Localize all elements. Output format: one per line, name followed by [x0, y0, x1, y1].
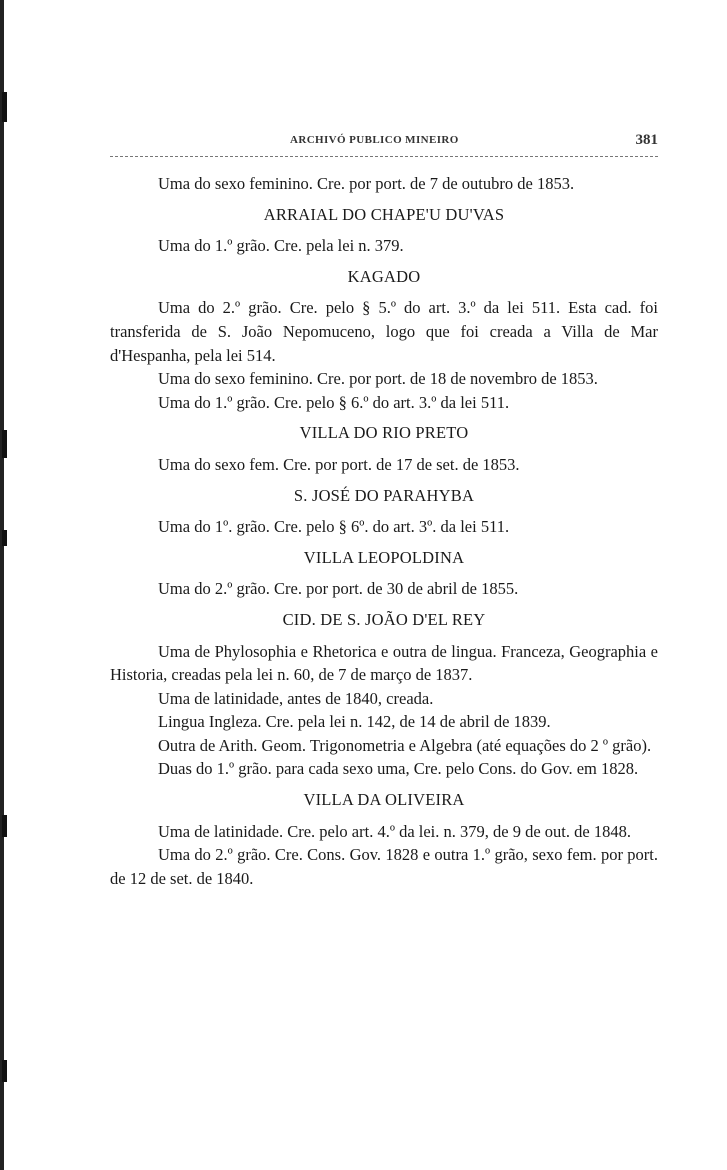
running-header — [110, 132, 658, 158]
section-paragraph: Uma do sexo feminino. Cre. por port. de 18 de novembro de 1853. — [158, 369, 598, 389]
document-section — [110, 546, 658, 601]
section-heading: S. JOSÉ DO PARAHYBA — [293, 485, 475, 505]
section-paragraph: Uma de Phylosophia e Rhetorica e outra de lingua. Franceza, Geographia e Historia, creadas pela lei n. 60, de 7 de março de 1837. — [110, 641, 658, 685]
section-paragraph: Uma do 1º. grão. Cre. pelo § 6º. do art. 3º. da lei 511. — [158, 517, 510, 537]
section-paragraph: Uma do 1.º grão. Cre. pela lei n. 379. — [158, 236, 404, 256]
header-rule — [110, 156, 658, 157]
document-section — [110, 421, 658, 476]
document-section — [110, 203, 658, 258]
section-paragraph: Uma do 1.º grão. Cre. pelo § 6.º do art. 3.º da lei 511. — [158, 392, 510, 412]
scan-edge-mark — [2, 530, 7, 546]
page-number: 381 — [635, 132, 658, 148]
section-paragraph: Uma de latinidade. Cre. pelo art. 4.º da lei. n. 379, de 9 de out. de 1848. — [158, 821, 631, 841]
scan-edge-mark — [2, 92, 7, 122]
scan-edge-mark — [2, 430, 7, 458]
section-heading: ARRAIAL DO CHAPE'U DU'VAS — [263, 204, 505, 224]
document-section — [110, 608, 658, 781]
document-section — [110, 172, 658, 196]
section-heading: VILLA DA OLIVEIRA — [303, 790, 465, 810]
section-paragraph: Duas do 1.º grão. para cada sexo uma, Cre. pelo Cons. do Gov. em 1828. — [158, 759, 639, 779]
section-heading: VILLA LEOPOLDINA — [303, 547, 465, 567]
document-section — [110, 484, 658, 539]
scan-edge-mark — [2, 815, 7, 837]
section-heading: CID. DE S. JOÃO D'EL REY — [282, 609, 486, 629]
section-paragraph: Uma do sexo feminino. Cre. por port. de 7 de outubro de 1853. — [158, 174, 575, 193]
document-body — [110, 172, 658, 890]
section-heading: KAGADO — [347, 266, 421, 286]
document-section — [110, 788, 658, 890]
scan-edge — [0, 0, 4, 1170]
section-paragraph: Uma do sexo fem. Cre. por port. de 17 de set. de 1853. — [158, 454, 520, 474]
section-paragraph: Outra de Arith. Geom. Trigonometria e Algebra (até equações do 2 º grão). — [158, 735, 652, 755]
section-paragraph: Lingua Ingleza. Cre. pela lei n. 142, de 14 de abril de 1839. — [158, 712, 551, 732]
section-paragraph: Uma de latinidade, antes de 1840, creada. — [158, 688, 434, 708]
section-paragraph: Uma do 2.º grão. Cre. pelo § 5.º do art. 3.º da lei 511. Esta cad. foi transferida de S. João Nepomuceno, logo que foi creada a Villa de Mar d'Hespanha, pela lei 514. — [110, 298, 658, 365]
running-title: ARCHIVÓ PUBLICO MINEIRO — [290, 134, 459, 146]
section-paragraph: Uma do 2.º grão. Cre. por port. de 30 de abril de 1855. — [158, 579, 519, 599]
scan-edge-mark — [2, 1060, 7, 1082]
document-section — [110, 265, 658, 415]
section-paragraph: Uma do 2.º grão. Cre. Cons. Gov. 1828 e outra 1.º grão, sexo fem. por port. de 12 de set. de 1840. — [110, 845, 658, 888]
section-heading: VILLA DO RIO PRETO — [299, 423, 469, 443]
